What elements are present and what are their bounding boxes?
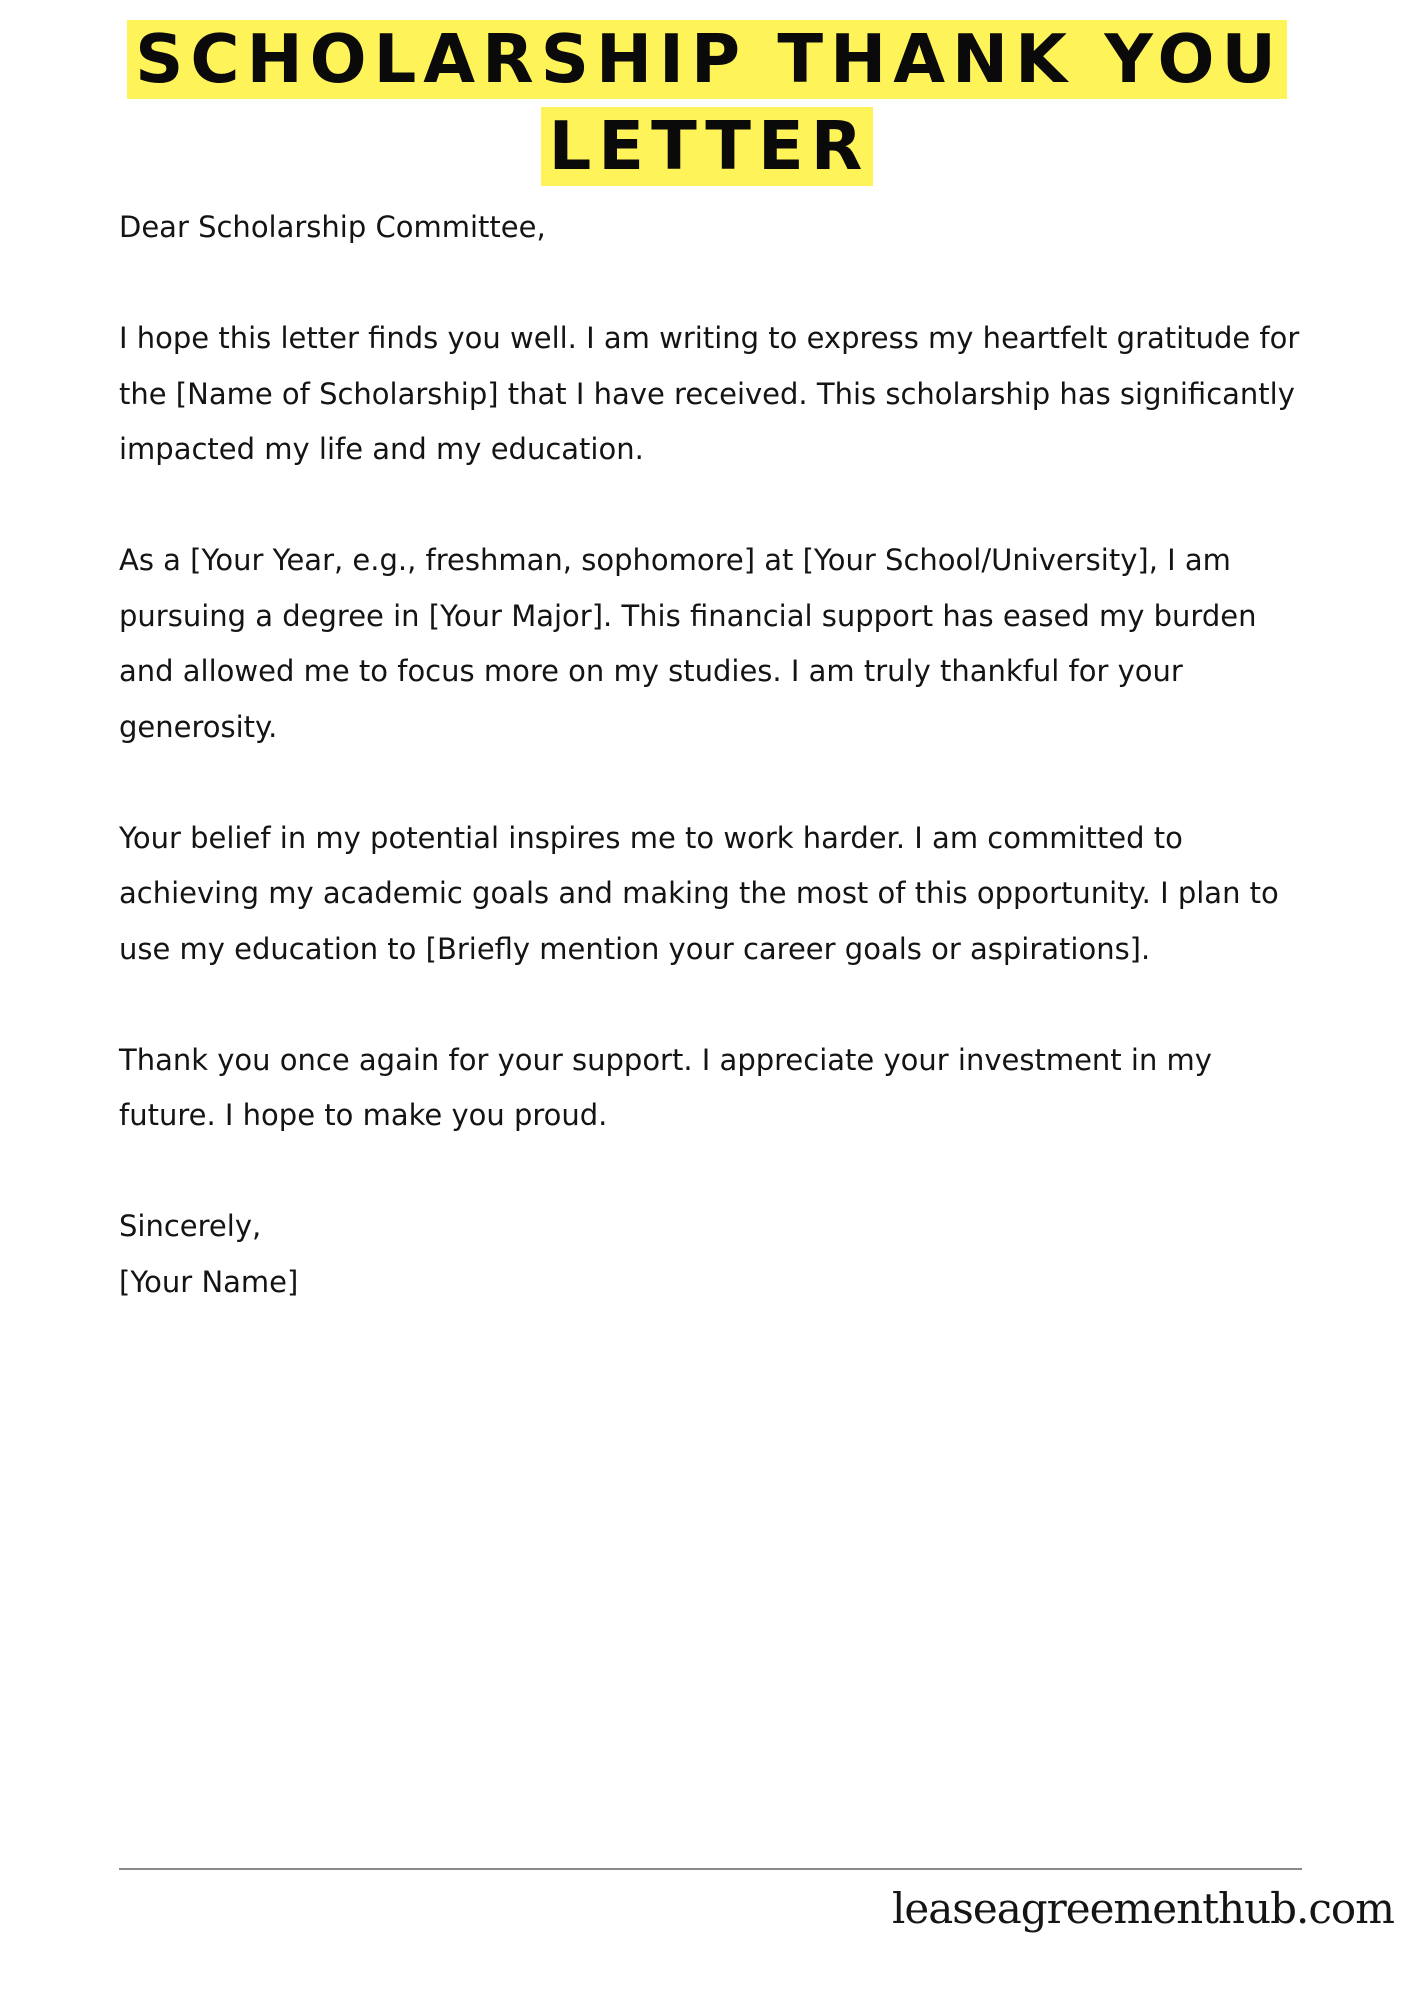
- paragraph-1: I hope this letter finds you well. I am writing to express my heartfelt gratitude for the [Name of Scholarship] that I have received. This scholarship has significantly impacted my life and my education.: [119, 321, 1300, 466]
- salutation: Dear Scholarship Committee,: [119, 210, 546, 244]
- footer-divider: [119, 1868, 1302, 1870]
- paragraph-2: As a [Your Year, e.g., freshman, sophomore] at [Your School/University], I am pursuing a degree in [Your Major]. This financial support has eased my burden and allowed me to focus more on my studies. I am truly thankful for your generosity.: [119, 543, 1257, 744]
- title-line-1: SCHOLARSHIP THANK YOU: [127, 20, 1287, 99]
- signature: [Your Name]: [119, 1264, 299, 1299]
- document-title: [0, 20, 1414, 186]
- letter-body: [119, 200, 1309, 1310]
- paragraph-3: Your belief in my potential inspires me to work harder. I am committed to achieving my academic goals and making the most of this opportunity. I plan to use my education to [Briefly mention your career goals or aspirations].: [119, 820, 1279, 966]
- title-line-2: LETTER: [541, 107, 874, 186]
- paragraph-4: Thank you once again for your support. I appreciate your investment in my future. I hope to make you proud.: [119, 1042, 1212, 1132]
- footer-site-name: leaseagreementhub.com: [891, 1884, 1394, 1933]
- closing: Sincerely,: [119, 1209, 262, 1243]
